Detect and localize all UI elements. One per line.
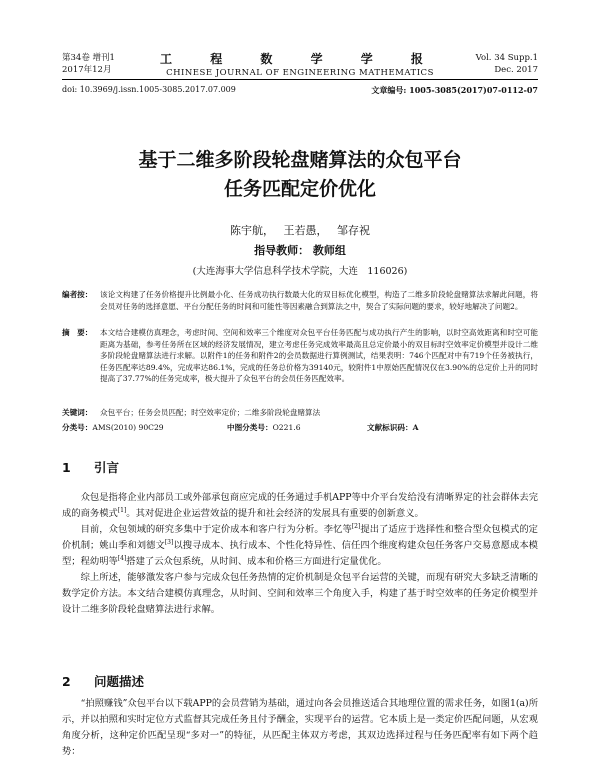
volume-en: Vol. 34 Supp.1 — [475, 53, 538, 63]
citation[interactable]: [3] — [164, 538, 174, 546]
section-2-number: 2 — [62, 674, 71, 689]
paragraph-text: 搭建了云众包系统，从时间、成本和价格三方面进行定量优化。 — [126, 556, 387, 567]
journal-title-cn: 工 程 数 学 学 报 — [160, 52, 440, 66]
abstract — [62, 327, 538, 385]
class-clc-value: O221.6 — [272, 423, 301, 432]
section-1-body — [62, 490, 538, 618]
class-doc-value: A — [412, 423, 419, 432]
citation[interactable]: [1] — [117, 506, 127, 514]
class-ams — [62, 422, 227, 433]
section-2-heading — [62, 672, 144, 690]
journal-title-en: CHINESE JOURNAL OF ENGINEERING MATHEMATICS — [166, 68, 434, 78]
editor-note-label: 编者按： — [62, 290, 93, 299]
header-left — [62, 52, 115, 76]
volume-cn: 第34卷 增刊1 — [62, 53, 115, 63]
abstract-text: 本文结合建模仿真理念，考虑时间、空间和效率三个维度对众包平台任务匹配与成功执行产生的影响，以时空高效距离和时空可能距离为基础，参考任务所在区域的经济发展情况，建立考虑任务完成效率最高且总定价最小的双目标时空效率定价模型并设计二维多阶段轮盘赌算法进行求解。以附件1的任务和附件2的会员数据进行算例测试，结果表明：746个匹配对中有719个任务被执行，任务匹配率达89.4%，完成率达86.1%，完成的任务总价格为39140元，较附件1中原始匹配情况仅在3.90%的总定价上升的同时提高了37.77%的任务完成率，极大提升了众包平台的会员任务匹配效率。 — [100, 328, 538, 384]
header-rule — [62, 79, 538, 80]
paragraph-text: 目前，众包领域的研究多集中于定价成本和客户行为分析。李忆等 — [80, 524, 352, 535]
paragraph-text: 众包是指将企业内部员工或外部承包商应完成的任务通过手机APP等中介平台发给没有清晰界定的社会群体去完成的商务模式 — [62, 492, 538, 519]
section-2-body — [62, 696, 538, 760]
paper-title-line2: 任务匹配定价优化 — [223, 178, 376, 200]
authors: 陈宇航， 王若愚， 邹存祝 — [230, 224, 370, 237]
classification-row — [62, 422, 538, 433]
paper-title-line1: 基于二维多阶段轮盘赌算法的众包平台 — [138, 149, 462, 171]
paragraph: “拍照赚钱”众包平台以下载APP的会员营销为基础，通过向各会员推送适合其地理位置的需求任务，如图1(a)所示，并以拍照和实时定位方式监督其完成任务且付予酬金，实现平台的运营。它本质上是一类定价匹配问题，从宏观角度分析，这种定价匹配呈现“多对一”的特征，从匹配主体双方考虑，其双边选择过程与任务匹配率有如下两个趋势： — [62, 698, 538, 757]
affiliation: (大连海事大学信息科学技术学院，大连 116026) — [192, 266, 408, 277]
keywords — [62, 407, 538, 419]
header-center — [150, 50, 450, 78]
class-ams-label: 分类号： — [62, 423, 93, 432]
section-1-number: 1 — [62, 460, 71, 475]
advisor: 指导教师： 教师组 — [254, 244, 346, 257]
keywords-label: 关键词： — [62, 408, 93, 417]
article-number: 文章编号: 1005-3085(2017)07-0112-07 — [371, 85, 538, 95]
header-right — [476, 52, 538, 76]
class-doc-label: 文献标识码： — [367, 423, 413, 432]
date-en: Dec. 2017 — [494, 65, 538, 75]
class-ams-value: AMS(2010) 90C29 — [92, 423, 164, 432]
doi: doi: 10.3969/j.issn.1005-3085.2017.07.009 — [62, 85, 236, 94]
abstract-label: 摘 要： — [62, 328, 93, 337]
section-1-heading — [62, 458, 119, 476]
class-clc — [227, 422, 367, 433]
section-2-title: 问题描述 — [94, 674, 145, 689]
editor-note — [62, 289, 538, 312]
section-1-title: 引言 — [94, 460, 120, 475]
class-clc-label: 中图分类号： — [227, 423, 273, 432]
doi-row — [62, 85, 538, 96]
date-cn: 2017年12月 — [62, 65, 112, 75]
keywords-text: 众包平台；任务会员匹配；时空效率定价；二维多阶段轮盘赌算法 — [100, 408, 321, 417]
citation[interactable]: [4] — [117, 554, 127, 562]
paragraph: 综上所述，能够激发客户参与完成众包任务热情的定价机制是众包平台运营的关键，而现有研究大多缺乏清晰的数学定价方法。本文结合建模仿真理念，从时间、空间和效率三个角度入手，构建了基于时空效率的任务定价模型并设计二维多阶段轮盘赌算法进行求解。 — [62, 572, 538, 615]
class-doc — [367, 422, 418, 433]
paragraph — [62, 490, 538, 522]
paragraph-text: 。其对促进企业运营效益的提升和社会经济的发展具有重要的创新意义。 — [126, 508, 424, 519]
editor-note-text: 该论文构建了任务价格提升比例最小化、任务成功执行数最大化的双目标优化模型，构造了二维多阶段轮盘赌算法求解此问题，将会员对任务的选择意愿、平台分配任务的时间和可能性等因素融合到算法之中，契合了实际问题的要求，较好地解决了问题2。 — [100, 290, 538, 311]
citation[interactable]: [2] — [351, 522, 361, 530]
paragraph-text: 以搜寻成本、执行成本、个性化特异性、信任四个维度构建众包任务客户交易意愿成本模型；程幼明等 — [62, 540, 538, 567]
paragraph-text: 提出了适应于选择性和整合型众包模式的定价机制；姚山季和刘德文 — [62, 524, 538, 551]
paragraph — [62, 522, 538, 570]
